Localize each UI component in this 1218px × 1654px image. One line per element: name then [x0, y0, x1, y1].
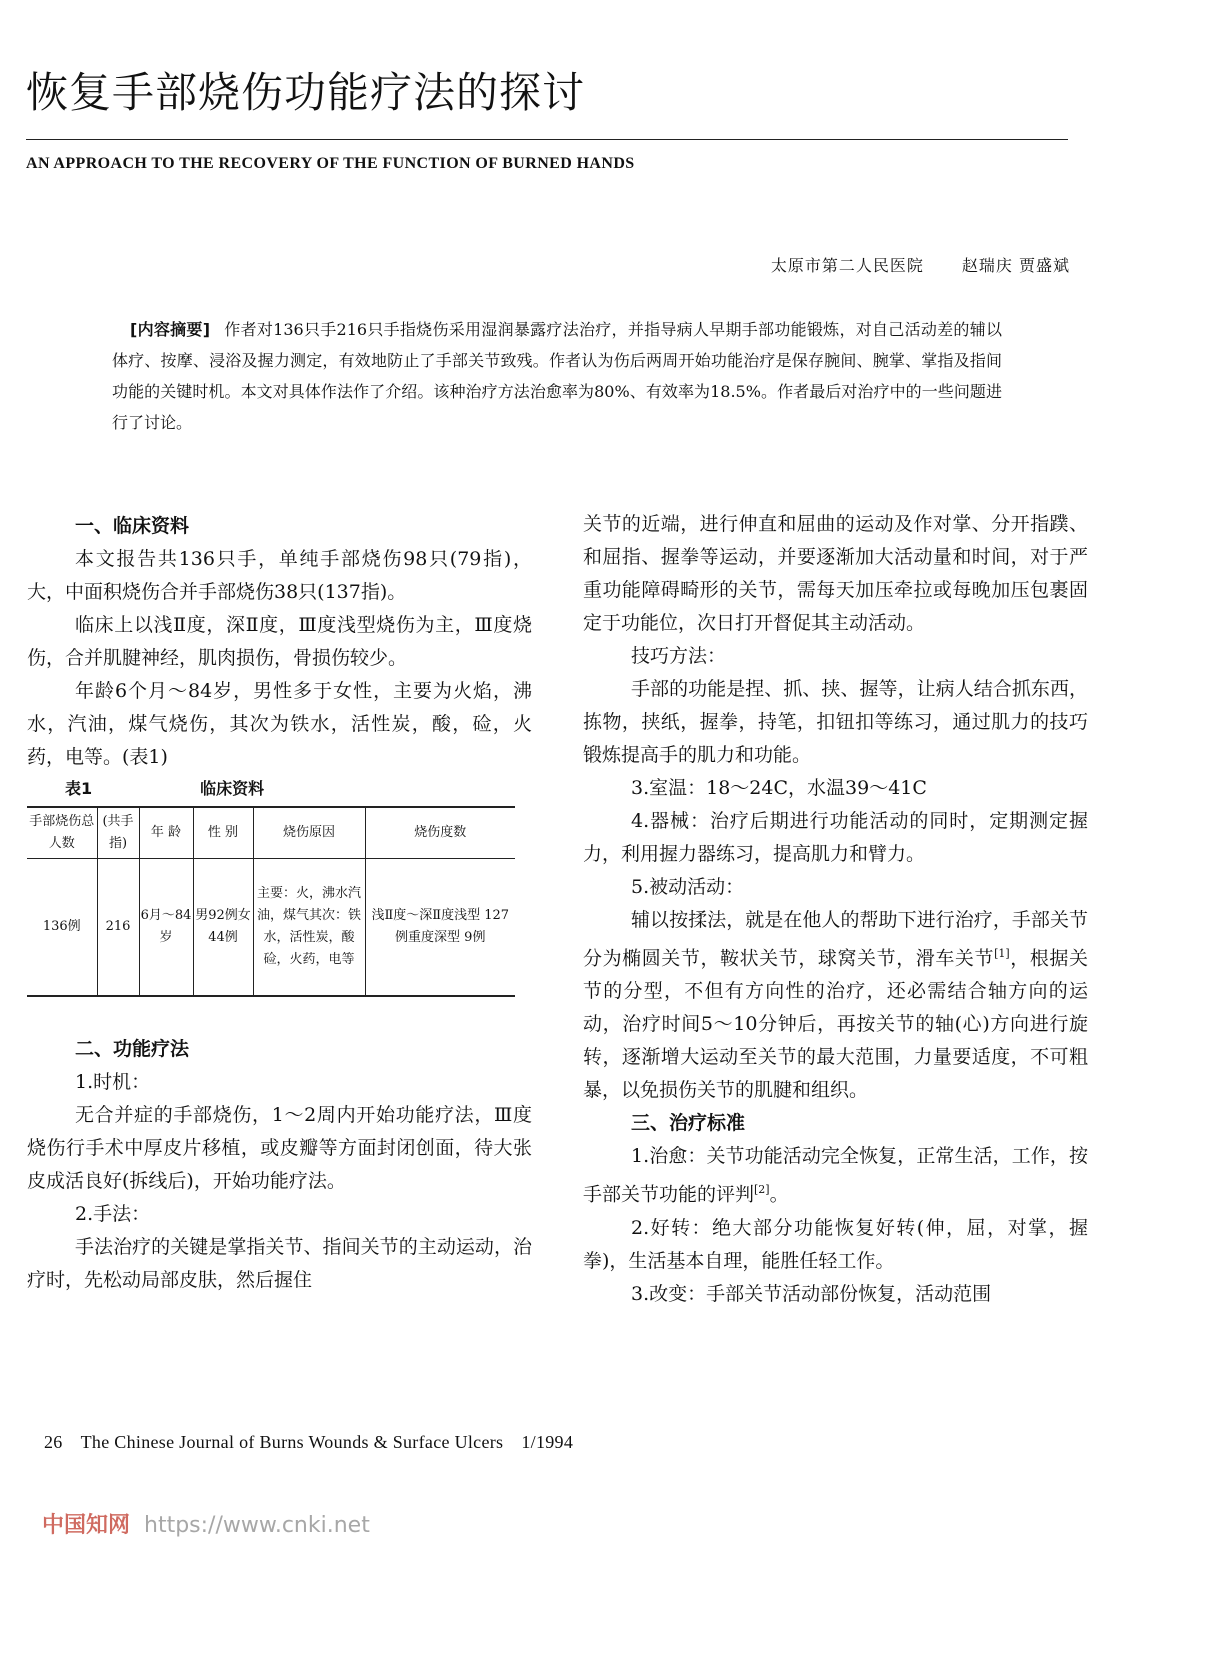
paragraph: 临床上以浅Ⅱ度，深Ⅱ度，Ⅲ度浅型烧伤为主，Ⅲ度烧伤，合并肌腱神经，肌肉损伤，骨损伤较少。	[27, 614, 532, 669]
paragraph: 3.室温：18～24C，水温39～41C	[631, 777, 927, 799]
paragraph: 2.好转：绝大部分功能恢复好转(伸，屈，对掌，握拳)，生活基本自理，能胜任轻工作。	[583, 1216, 1088, 1272]
section-heading-3: 三、治疗标准	[631, 1112, 746, 1135]
table-caption	[27, 774, 532, 804]
paragraph: 无合并症的手部烧伤，1～2周内开始功能疗法，Ⅲ度烧伤行手术中厚皮片移植，或皮瓣等方面封闭创面，待大张皮成活良好(拆线后)，开始功能疗法。	[27, 1104, 532, 1192]
right-column	[583, 508, 1088, 1311]
clinical-data-table	[27, 806, 515, 997]
paragraph-text: 辅以按揉法，就是在他人的帮助下进行治疗，手部关节分为椭圆关节，鞍状关节，球窝关节，滑车关节	[583, 909, 1088, 970]
table-cell: 6月～84岁	[139, 859, 193, 997]
cnki-watermark	[42, 1508, 370, 1539]
reference-marker: [2]	[754, 1183, 770, 1197]
table-header-cell: 手部烧伤总人数	[29, 814, 95, 851]
article-title: 恢复手部烧伤功能疗法的探讨	[26, 68, 586, 117]
page-footer	[44, 1432, 591, 1453]
paragraph: 手部的功能是捏、抓、挟、握等，让病人结合抓东西，拣物，挟纸，握拳，持笔，扣钮扣等练习，通过肌力的技巧锻炼提高手的肌力和功能。	[583, 678, 1088, 766]
table-cell: 主要：火，沸水汽油，煤气其次：铁水，活性炭，酸硷，火药，电等	[253, 859, 365, 997]
table-cell: 男92例女44例	[193, 859, 253, 997]
table-header-cell: 烧伤度数	[365, 807, 515, 859]
title-divider	[26, 139, 1068, 140]
paragraph: 4.器械：治疗后期进行功能活动的同时，定期测定握力，利用握力器练习，提高肌力和臂力。	[583, 810, 1088, 865]
table-title: 临床资料	[200, 779, 265, 798]
paragraph	[583, 1140, 1088, 1211]
table-header-cell: 年 龄	[139, 807, 193, 859]
table-header-cell: 性 别	[193, 807, 253, 859]
section-heading-2: 二、功能疗法	[75, 1038, 190, 1060]
table-cell: 浅Ⅱ度～深Ⅱ度浅型 127例重度深型 9例	[365, 859, 515, 997]
affiliation-line	[771, 253, 1070, 276]
table-row	[27, 859, 515, 997]
paragraph-text: 1.治愈：关节功能活动完全恢复，正常生活，工作，按手部关节功能的评判	[583, 1145, 1088, 1206]
page-number: 26	[44, 1432, 63, 1452]
journal-name: The Chinese Journal of Burns Wounds & Surface Ulcers	[80, 1432, 504, 1452]
authors: 赵瑞庆 贾盛斌	[961, 256, 1070, 275]
table-header-cell: 烧伤原因	[253, 807, 365, 859]
english-title: AN APPROACH TO THE RECOVERY OF THE FUNCTION OF BURNED HANDS	[26, 155, 635, 172]
section-heading-1: 一、临床资料	[75, 515, 190, 537]
paragraph-text: ，根据关节的分型，不但有方向性的治疗，还必需结合轴方向的运动，治疗时间5～10分钟后，再按关节的轴(心)方向进行旋转，逐渐增大运动至关节的最大范围，力量要适度，不可粗暴，以免损伤关节的肌腱和组织。	[583, 947, 1088, 1102]
subheading: 技巧方法：	[631, 645, 727, 667]
paragraph: 年龄6个月～84岁，男性多于女性，主要为火焰，沸水，汽油，煤气烧伤，其次为铁水，活性炭，酸，硷，火药，电等。(表1)	[27, 680, 532, 768]
subheading: 2.手法：	[75, 1203, 151, 1225]
paragraph: 3.改变：手部关节活动部份恢复，活动范围	[631, 1282, 992, 1305]
journal-issue: 1/1994	[521, 1432, 574, 1452]
paragraph: 本文报告共136只手，单纯手部烧伤98只(79指)，大，中面积烧伤合并手部烧伤38只(137指)。	[27, 548, 532, 603]
paragraph-text: 。	[769, 1183, 789, 1206]
paragraph: 关节的近端，进行伸直和屈曲的运动及作对掌、分开指蹼、和屈指、握拳等运动，并要逐渐加大活动量和时间，对于严重功能障碍畸形的关节，需每天加压牵拉或每晚加压包裹固定于功能位，次日打开督促其主动活动。	[583, 513, 1088, 634]
left-column	[27, 510, 532, 1297]
paragraph	[583, 904, 1088, 1107]
watermark-brand: 中国知网	[42, 1513, 131, 1538]
table-header-cell: (共手指)	[97, 807, 139, 859]
table-header-row	[27, 807, 515, 859]
table-label: 表1	[65, 779, 93, 798]
subheading: 1.时机：	[75, 1071, 151, 1093]
reference-marker: [1]	[994, 947, 1010, 960]
table-cell: 136例	[42, 919, 81, 934]
paragraph: 手法治疗的关键是掌指关节、指间关节的主动运动，治疗时，先松动局部皮肤，然后握住	[27, 1236, 532, 1291]
abstract	[112, 314, 1002, 438]
table-cell: 216	[97, 859, 139, 997]
subheading: 5.被动活动：	[631, 876, 745, 898]
affiliation: 太原市第二人民医院	[770, 256, 924, 275]
abstract-label: [内容摘要]	[130, 320, 211, 339]
abstract-text: 作者对136只手216只手指烧伤采用湿润暴露疗法治疗，并指导病人早期手部功能锻炼，对自己活动差的辅以体疗、按摩、浸浴及握力测定，有效地防止了手部关节致残。作者认为伤后两周开始功能治疗是保存腕间、腕掌、掌指及指间功能的关键时机。本文对具体作法作了介绍。该种治疗方法治愈率为80%、有效率为18.5%。作者最后对治疗中的一些问题进行了讨论。	[112, 320, 1002, 432]
watermark-url[interactable]: https://www.cnki.net	[144, 1513, 370, 1538]
